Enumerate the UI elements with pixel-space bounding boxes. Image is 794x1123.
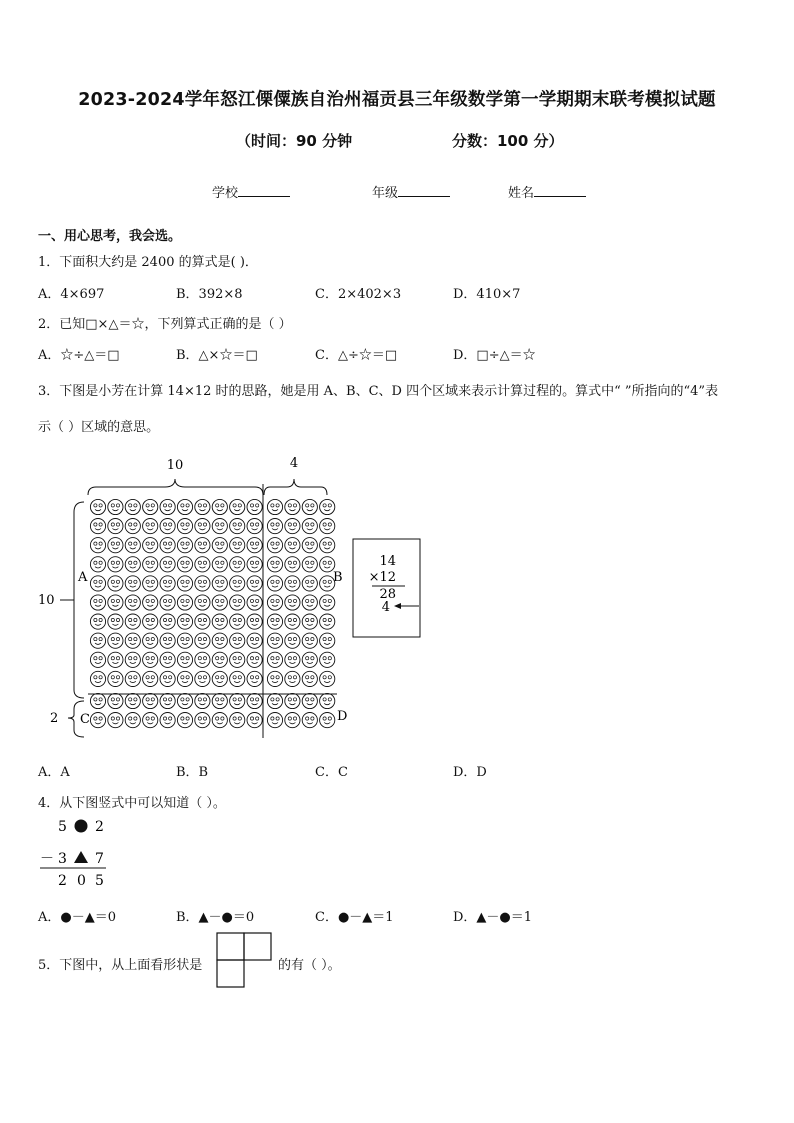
name-field (508, 182, 586, 201)
smiley-face-icon (108, 652, 123, 667)
smiley-face-icon (195, 538, 210, 553)
smiley-face-icon (195, 713, 210, 728)
smiley-face-icon (285, 499, 300, 514)
smiley-face-icon (212, 576, 227, 591)
smiley-face-icon (285, 576, 300, 591)
smiley-face-icon (285, 519, 300, 534)
smiley-face-icon (285, 557, 300, 572)
smiley-face-icon (177, 538, 192, 553)
smiley-face-icon (125, 499, 140, 514)
q4-option-a: A．●－▲＝0 (38, 910, 117, 925)
smiley-face-icon (108, 538, 123, 553)
smiley-face-icon (177, 499, 192, 514)
smiley-face-icon (125, 557, 140, 572)
smiley-face-icon (90, 671, 105, 686)
smiley-face-icon (247, 557, 262, 572)
smiley-face-icon (90, 713, 105, 728)
question-5-after: 的有（ ）。 (278, 958, 341, 973)
smiley-face-icon (90, 595, 105, 610)
q2-option-b: B．△×☆＝□ (176, 348, 258, 363)
question-3-line2: 示（ ）区域的意思。 (38, 420, 160, 435)
smiley-face-icon (108, 557, 123, 572)
smiley-face-icon (177, 614, 192, 629)
smiley-face-icon (177, 633, 192, 648)
smiley-face-icon (90, 614, 105, 629)
question-3-line1: 3．下图是小芳在计算 14×12 时的思路，她是用 A、B、C、D 四个区域来表示计算过程的。算式中“ ”所指向的“4”表 (38, 384, 719, 399)
smiley-face-icon (177, 557, 192, 572)
q1-option-b: B．392×8 (176, 287, 243, 302)
region-label-d: D (337, 709, 348, 724)
smiley-face-icon (143, 595, 158, 610)
region-label-a: A (78, 570, 88, 585)
smiley-face-icon (90, 499, 105, 514)
smiley-face-icon (212, 671, 227, 686)
smiley-face-icon (267, 693, 282, 708)
smiley-face-icon (212, 693, 227, 708)
smiley-face-icon (320, 652, 335, 667)
smiley-face-icon (285, 595, 300, 610)
smiley-face-icon (125, 538, 140, 553)
smiley-face-icon (90, 693, 105, 708)
q2-option-d: D．□÷△＝☆ (453, 348, 536, 363)
smiley-face-icon (230, 671, 245, 686)
smiley-face-icon (143, 538, 158, 553)
smiley-face-icon (267, 557, 282, 572)
smiley-face-icon (177, 693, 192, 708)
smiley-face-icon (230, 519, 245, 534)
smiley-face-icon (125, 576, 140, 591)
label-left-10: 10 (38, 593, 55, 608)
smiley-face-icon (212, 652, 227, 667)
smiley-face-icon (160, 671, 175, 686)
smiley-face-icon (195, 576, 210, 591)
smiley-face-icon (195, 595, 210, 610)
exam-score: 分数：100 分） (452, 132, 564, 150)
region-label-b: B (333, 570, 343, 585)
smiley-face-icon (302, 519, 317, 534)
smiley-face-icon (195, 614, 210, 629)
smiley-face-icon (267, 576, 282, 591)
smiley-face-icon (195, 557, 210, 572)
smiley-face-icon (285, 713, 300, 728)
smiley-face-icon (302, 614, 317, 629)
smiley-face-icon (212, 595, 227, 610)
smiley-face-icon (125, 671, 140, 686)
smiley-face-icon (230, 652, 245, 667)
smiley-face-icon (267, 633, 282, 648)
grade-field (372, 182, 450, 201)
smiley-face-icon (302, 557, 317, 572)
q4-digit-2: 2 (95, 819, 104, 835)
smiley-face-icon (160, 713, 175, 728)
q2-option-a: A．☆÷△＝□ (38, 348, 120, 363)
smiley-face-icon (195, 499, 210, 514)
smiley-face-icon (230, 614, 245, 629)
smiley-face-icon (247, 633, 262, 648)
q1-option-d: D．410×7 (453, 287, 521, 302)
smiley-face-icon (160, 499, 175, 514)
q4-digit-7: 7 (95, 851, 104, 867)
smiley-face-icon (212, 614, 227, 629)
smiley-face-icon (195, 652, 210, 667)
school-blank (238, 184, 290, 197)
brace-top-10 (88, 479, 263, 495)
smiley-face-icon (143, 614, 158, 629)
q3-option-c: C．C (315, 765, 348, 780)
smiley-face-icon (90, 519, 105, 534)
smiley-face-icon (302, 595, 317, 610)
smiley-face-icon (177, 595, 192, 610)
smiley-face-icon (108, 614, 123, 629)
smiley-face-icon (108, 519, 123, 534)
smiley-face-icon (195, 693, 210, 708)
smiley-face-icon (160, 595, 175, 610)
school-label: 学校 (212, 186, 239, 201)
q4-option-b: B．▲－●＝0 (176, 910, 255, 925)
q5-top-view-shape (216, 932, 274, 990)
smiley-face-icon (247, 576, 262, 591)
smiley-face-icon (108, 595, 123, 610)
q4-result-0: 0 (77, 873, 86, 889)
question-5-before: 5．下图中，从上面看形状是 (38, 958, 203, 973)
smiley-face-icon (108, 633, 123, 648)
q4-vertical-subtraction (36, 812, 116, 892)
smiley-face-icon (320, 538, 335, 553)
smiley-face-icon (320, 693, 335, 708)
smiley-face-icon (143, 519, 158, 534)
shape-square (244, 933, 271, 960)
smiley-face-icon (320, 519, 335, 534)
smiley-face-icon (143, 713, 158, 728)
smiley-face-icon (285, 614, 300, 629)
q4-option-c: C．●－▲＝1 (315, 910, 394, 925)
q4-digit-5: 5 (58, 819, 67, 835)
question-2: 2．已知□×△＝☆，下列算式正确的是（ ） (38, 317, 292, 332)
calc-line-1: 14 (379, 554, 396, 569)
smiley-face-icon (90, 538, 105, 553)
smiley-face-icon (230, 595, 245, 610)
smiley-face-icon (90, 652, 105, 667)
q4-option-d: D．▲－●＝1 (453, 910, 533, 925)
exam-time: （时间：90 分钟 (236, 132, 353, 150)
smiley-face-icon (285, 671, 300, 686)
q4-minus: － (40, 851, 54, 867)
shape-square (217, 933, 244, 960)
smiley-face-icon (285, 652, 300, 667)
smiley-face-icon (267, 499, 282, 514)
smiley-face-icon (320, 671, 335, 686)
smiley-face-icon (212, 557, 227, 572)
smiley-face-icon (267, 538, 282, 553)
smiley-face-icon (302, 671, 317, 686)
smiley-face-icon (108, 576, 123, 591)
smiley-face-icon (160, 519, 175, 534)
smiley-face-icon (212, 538, 227, 553)
smiley-face-icon (143, 499, 158, 514)
school-field (212, 182, 290, 201)
smiley-face-icon (143, 693, 158, 708)
circle-icon (75, 820, 88, 833)
smiley-face-icon (302, 633, 317, 648)
region-label-c: C (80, 712, 90, 727)
calc-line-3: 28 (379, 587, 396, 602)
question-1: 1．下面积大约是 2400 的算式是( )． (38, 255, 258, 270)
label-top-4: 4 (289, 456, 299, 471)
smiley-face-icon (125, 519, 140, 534)
page-title: 2023-2024学年怒江傈僳族自治州福贡县三年级数学第一学期期末联考模拟试题 (78, 90, 716, 110)
smiley-face-icon (267, 713, 282, 728)
smiley-face-grid (90, 499, 334, 727)
smiley-face-icon (247, 538, 262, 553)
grade-label: 年级 (372, 186, 399, 201)
smiley-face-icon (125, 713, 140, 728)
q3-option-b: B．B (176, 765, 209, 780)
q4-result-5: 5 (95, 873, 104, 889)
smiley-face-icon (247, 671, 262, 686)
smiley-face-icon (125, 693, 140, 708)
smiley-face-icon (320, 614, 335, 629)
smiley-face-icon (160, 538, 175, 553)
smiley-face-icon (212, 519, 227, 534)
smiley-face-icon (285, 693, 300, 708)
smiley-face-icon (160, 652, 175, 667)
q3-option-d: D．D (453, 765, 487, 780)
smiley-face-icon (143, 652, 158, 667)
smiley-face-icon (108, 499, 123, 514)
smiley-face-icon (302, 499, 317, 514)
smiley-face-icon (285, 633, 300, 648)
calc-line-2: ×12 (368, 570, 396, 585)
smiley-face-icon (195, 633, 210, 648)
smiley-face-icon (160, 557, 175, 572)
smiley-face-icon (302, 652, 317, 667)
smiley-face-icon (320, 595, 335, 610)
smiley-face-icon (230, 557, 245, 572)
smiley-face-icon (160, 633, 175, 648)
smiley-face-icon (108, 671, 123, 686)
smiley-face-icon (108, 693, 123, 708)
smiley-face-icon (177, 713, 192, 728)
smiley-face-icon (267, 595, 282, 610)
smiley-face-icon (247, 499, 262, 514)
smiley-face-icon (90, 633, 105, 648)
smiley-face-icon (230, 633, 245, 648)
label-top-10: 10 (166, 458, 184, 473)
smiley-face-icon (125, 633, 140, 648)
smiley-face-icon (108, 713, 123, 728)
smiley-face-icon (320, 633, 335, 648)
calc-line-4: 4 (381, 600, 390, 615)
smiley-face-icon (125, 614, 140, 629)
smiley-face-icon (160, 614, 175, 629)
smiley-face-icon (247, 713, 262, 728)
smiley-face-icon (302, 713, 317, 728)
smiley-face-icon (285, 538, 300, 553)
smiley-face-icon (267, 671, 282, 686)
smiley-face-icon (320, 713, 335, 728)
smiley-face-icon (177, 671, 192, 686)
smiley-face-icon (230, 499, 245, 514)
name-label: 姓名 (508, 186, 535, 201)
smiley-face-icon (267, 614, 282, 629)
smiley-face-icon (143, 671, 158, 686)
smiley-face-icon (267, 519, 282, 534)
smiley-face-icon (247, 693, 262, 708)
smiley-face-icon (230, 693, 245, 708)
grade-blank (398, 184, 450, 197)
smiley-face-icon (230, 576, 245, 591)
smiley-face-icon (125, 595, 140, 610)
smiley-face-icon (177, 576, 192, 591)
q4-result-2: 2 (58, 873, 67, 889)
smiley-face-icon (212, 499, 227, 514)
q1-option-a: A．4×697 (38, 287, 105, 302)
smiley-face-icon (125, 652, 140, 667)
smiley-face-icon (212, 633, 227, 648)
smiley-face-icon (247, 614, 262, 629)
smiley-face-icon (143, 576, 158, 591)
smiley-face-icon (320, 499, 335, 514)
smiley-face-icon (247, 519, 262, 534)
smiley-face-icon (302, 538, 317, 553)
smiley-face-icon (247, 595, 262, 610)
section-title: 一、用心思考，我会选。 (38, 229, 182, 244)
triangle-icon (74, 851, 88, 863)
smiley-face-icon (177, 652, 192, 667)
smiley-face-icon (90, 557, 105, 572)
smiley-face-icon (90, 576, 105, 591)
calc-arrow-icon (394, 603, 401, 609)
name-blank (534, 184, 586, 197)
smiley-face-icon (143, 557, 158, 572)
q1-option-c: C．2×402×3 (315, 287, 402, 302)
smiley-face-icon (160, 693, 175, 708)
smiley-face-icon (230, 538, 245, 553)
shape-square (217, 960, 244, 987)
smiley-face-icon (195, 519, 210, 534)
smiley-face-icon (267, 652, 282, 667)
smiley-face-icon (320, 557, 335, 572)
q2-option-c: C．△÷☆＝□ (315, 348, 398, 363)
smiley-face-icon (247, 652, 262, 667)
question-4: 4．从下图竖式中可以知道（ ）。 (38, 796, 226, 811)
smiley-face-icon (302, 576, 317, 591)
brace-left-10 (74, 502, 84, 698)
smiley-face-icon (143, 633, 158, 648)
q3-option-a: A．A (38, 765, 70, 780)
smiley-face-icon (177, 519, 192, 534)
smiley-face-icon (302, 693, 317, 708)
smiley-face-icon (212, 713, 227, 728)
smiley-face-icon (195, 671, 210, 686)
q4-digit-3: 3 (58, 851, 67, 867)
smiley-face-icon (160, 576, 175, 591)
brace-top-4 (264, 479, 327, 495)
q3-figure (30, 452, 430, 747)
label-left-2: 2 (50, 711, 59, 726)
smiley-face-icon (230, 713, 245, 728)
